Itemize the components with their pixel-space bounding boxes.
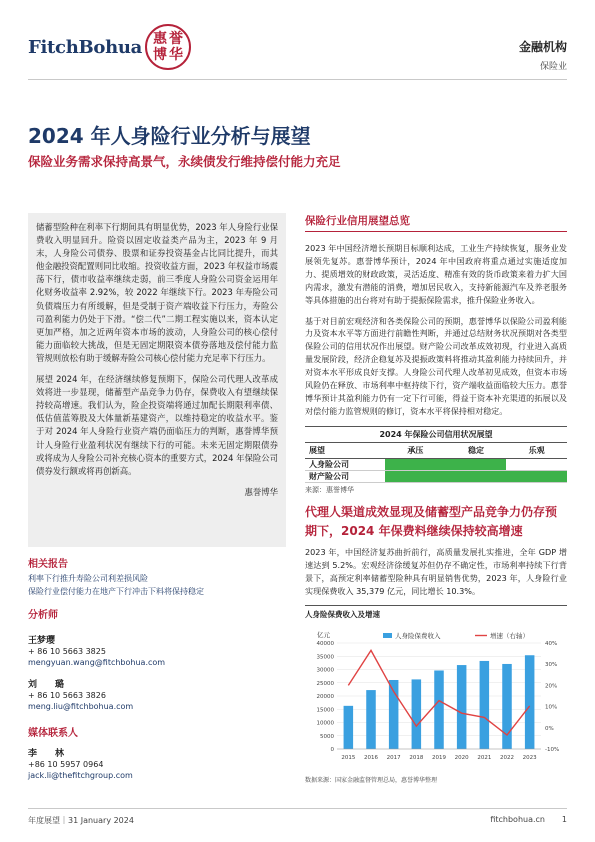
brand-logo: [28, 24, 191, 70]
y-tick-label-left: 35000: [316, 654, 334, 661]
table-header: 稳定: [446, 443, 507, 459]
y-tick-label-right: 40%: [545, 641, 558, 648]
y-tick-label-right: 20%: [545, 683, 558, 690]
outlook-table-caption: 2024 年保险公司信用状况展望: [305, 426, 567, 443]
y-tick-label-left: 30000: [316, 667, 334, 674]
bar: [434, 671, 444, 750]
analyst-email[interactable]: meng.liu@fitchbohua.com: [28, 702, 134, 711]
y-tick-label-right: 10%: [545, 705, 558, 712]
outlook-cell: [446, 470, 507, 482]
body-paragraph: 2023 年，中国经济复苏曲折前行，高质量发展扎实推进，全年 GDP 增速达到 5.2%。宏观经济徐缓复苏但仍存不确定性，市场利率持续下行背景下，高预定利率储蓄型险种具有明显销售优势，2023 年，人身险行业实现保费收入 35,379 亿元，同比增长 10.3%。: [305, 546, 567, 596]
bar: [412, 680, 422, 750]
seal-char: 博: [153, 47, 168, 63]
chart-canvas: [305, 621, 567, 769]
table-header: 乐观: [506, 443, 567, 459]
y-tick-label-left: 10000: [316, 720, 334, 727]
x-tick-label: 2021: [477, 755, 492, 762]
x-tick-label: 2019: [432, 755, 446, 762]
seal-char: 华: [169, 47, 184, 63]
header-sub-category: 保险业: [539, 62, 567, 72]
x-tick-label: 2020: [454, 755, 469, 762]
y-tick-label-left: 20000: [316, 694, 334, 701]
outlook-table: [305, 426, 567, 483]
related-heading: 相关报告: [28, 559, 68, 570]
related-reports: [28, 555, 286, 598]
media-contact-phone: +86 10 5957 0964: [28, 760, 104, 769]
analyst-name: 王梦璎: [28, 636, 56, 646]
media-contact-name: 李 林: [28, 749, 65, 759]
bar: [480, 661, 490, 749]
y-tick-label-right: -10%: [545, 747, 560, 754]
left-column: [28, 213, 286, 781]
summary-signature: 惠誉博华: [244, 486, 278, 497]
table-row: [305, 470, 567, 482]
analysts-heading: 分析师: [28, 610, 58, 621]
logo-seal: [145, 24, 191, 70]
right-column: [305, 213, 567, 784]
outlook-cell: [385, 470, 446, 482]
y-tick-label-left: 15000: [316, 707, 334, 714]
y-tick-label-right: 0%: [545, 726, 554, 733]
footer-report-date: 年度展望｜31 January 2024: [28, 816, 134, 825]
table-header: 承压: [385, 443, 446, 459]
table-row-label: 财产险公司: [305, 470, 385, 482]
table-source: 来源：惠誉博华: [305, 485, 354, 494]
premium-chart: [305, 605, 567, 784]
x-tick-label: 2016: [364, 755, 378, 762]
page-number: 1: [561, 815, 567, 824]
chart-title: 人身险保费收入及增速: [305, 610, 380, 620]
analyst-email[interactable]: mengyuan.wang@fitchbohua.com: [28, 658, 166, 667]
footer-site-link[interactable]: fitchbohua.cn: [490, 815, 545, 824]
legend-swatch: [383, 633, 392, 638]
legend-label: 人身险保费收入: [395, 632, 441, 641]
header-category: 金融机构: [518, 40, 567, 54]
analyst-phone: + 86 10 5663 3825: [28, 647, 106, 656]
seal-char: 惠: [153, 31, 168, 47]
x-tick-label: 2017: [386, 755, 401, 762]
table-header: 展望: [305, 443, 385, 459]
summary-paragraph: 展望 2024 年，在经济继续修复预期下，保险公司代理人改革成效将进一步显现，储蓄型产品竞争力仍存，保费收入有望继续保持较高增速。我们认为，险企投资端将通过加配长期限利率债、低估值蓝筹股及大体量新基建资产，以维持稳定的收益水平。鉴于对 2024 年人身险行业资产端仍面临压力的判断，惠誉博华预计人身险行业盈利状况有继续下行的可能。未来无固定期限债券或将成为人身险公司补充核心资本的重要方式，2024 年保险公司债券发行额或将再创新高。: [36, 374, 278, 476]
report-subtitle: 保险业务需求保持高景气，永续债发行维持偿付能力充足: [28, 154, 341, 169]
seal-char: 誉: [169, 31, 184, 47]
outlook-cell: [506, 458, 567, 470]
header-category-block: [519, 38, 567, 72]
media-contact-email[interactable]: jack.li@thefitchgroup.com: [28, 771, 133, 780]
x-tick-label: 2018: [409, 755, 424, 762]
bar: [457, 665, 467, 749]
y-tick-label-left: 0: [330, 747, 334, 754]
section-heading: 代理人渠道成效显现及储蓄型产品竞争力仍存预期下，2024 年保费料继续保持较高增速: [305, 504, 558, 538]
outlook-cell: [446, 458, 507, 470]
summary-paragraph: 储蓄型险种在利率下行期间具有明显优势，2023 年人身险行业保费收入明显回升。险资以固定收益类产品为主，2023 年 9 月末，人身险公司债券、股票和证券投资基金占比同比提升，而其他金融投资配置则同比收缩。投资收益方面，2023 年权益市场震荡下行，债市收益率继续走弱，前三季度人身险公司资金运用年化财务收益率 2.92%，较 2022 年继续下行。2023 年寿险公司负债端压力有所缓解，但是受制于资产端收益下行压力，寿险公司盈利能力仍处于下滑。“偿二代”二期工程实施以来，资本认定更加严格，加之近两年资本市场的波动，人身险公司的核心偿付能力面临较大挑战，但是无固定期限资本债券落地及偿付能力监管规则放松有助于缓解寿险公司核心偿付能力充足率下行压力。: [36, 222, 278, 363]
bar: [366, 690, 376, 749]
table-row: [305, 458, 567, 470]
bar: [525, 656, 535, 750]
x-tick-label: 2023: [522, 755, 537, 762]
table-row-label: 人身险公司: [305, 458, 385, 470]
footer-divider: [28, 808, 567, 809]
chart-source: 数据来源：国家金融监督管理总局，惠誉博华整理: [305, 777, 438, 785]
body-paragraph: 2023 年中国经济增长预期目标顺利达成，工业生产持续恢复，服务业发展领先复苏。惠誉博华预计，2024 年中国政府将重点通过实施适度加力、提质增效的财政政策，灵活适度、精准有效的货币政策来着力扩大国内需求，激发有潜能的消费，增加居民收入，支持新能源汽车及养老服务等具体措施的出台将对有助于提振保险需求，推升保险业务收入。: [305, 243, 567, 305]
y-axis-unit: 亿元: [317, 631, 330, 640]
summary-box: [28, 213, 286, 547]
x-tick-label: 2022: [500, 755, 514, 762]
y-tick-label-left: 5000: [320, 734, 334, 741]
y-tick-label-left: 40000: [316, 641, 334, 648]
y-tick-label-left: 25000: [316, 681, 334, 688]
logo-text: FitchBohua: [28, 36, 143, 58]
related-link[interactable]: 利率下行推升寿险公司利差损风险: [28, 574, 148, 583]
section-heading: 保险行业信用展望总览: [305, 213, 567, 232]
outlook-cell: [385, 458, 446, 470]
bar: [344, 706, 354, 749]
report-title: 2024 年人身险行业分析与展望: [28, 124, 311, 148]
x-tick-label: 2015: [341, 755, 356, 762]
y-tick-label-right: 30%: [545, 662, 558, 669]
bar: [502, 664, 512, 749]
outlook-cell: [506, 470, 567, 482]
media-block: [28, 724, 286, 781]
media-heading: 媒体联系人: [28, 728, 78, 739]
analysts-block: [28, 606, 286, 712]
analyst-phone: + 86 10 5663 3826: [28, 691, 106, 700]
body-paragraph: 基于对目前宏观经济和各类保险公司的预期，惠誉博华以保险公司盈利能力及资本水平等方面进行前瞻性判断，并通过总结财务状况预期对各类型保险公司的信用状况作出展望。财产险公司改革成效初现，行业进入高质量发展阶段，经济企稳复苏及提振政策料将推动其盈利能力持续回升，并对资本水平形成良好支撑。人身险公司代理人改革初见成效，但资本市场风险仍在释放、市场利率中枢持续下行，资产端收益面临较大压力。惠誉博华预计其盈利能力仍有一定下行可能，得益于资本补充渠道的拓展以及对偿付能力监管规则的修订，资本水平将保持相对稳定。: [305, 315, 567, 416]
related-link[interactable]: 保险行业偿付能力在地产下行冲击下料将保持稳定: [28, 586, 204, 596]
legend-label: 增速（右轴）: [490, 632, 529, 641]
analyst-name: 刘 璐: [28, 680, 65, 690]
header-divider: [28, 79, 567, 80]
